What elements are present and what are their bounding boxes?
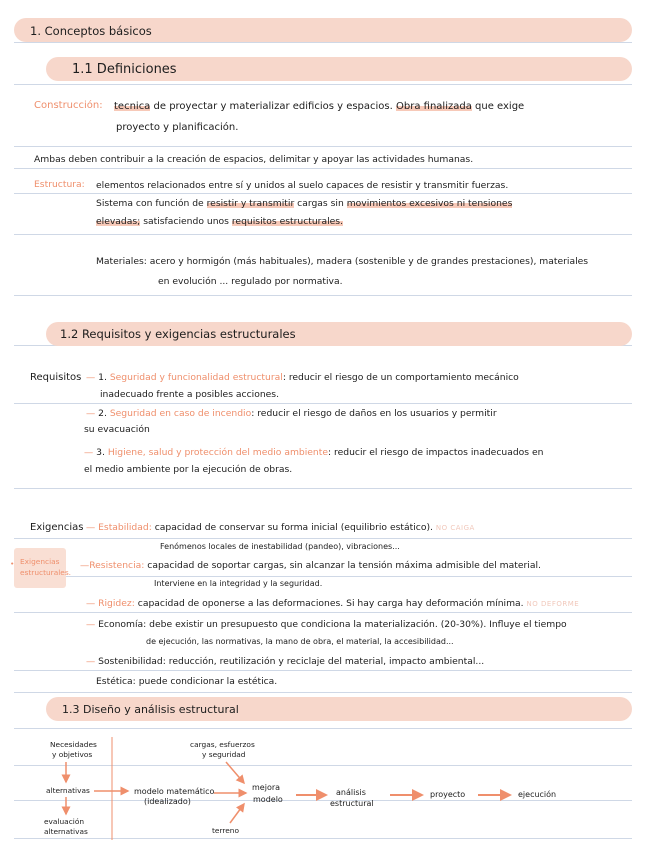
tag-dot: • <box>10 559 15 568</box>
requisito-2: — 2. Seguridad en caso de incendio: reducir el riesgo de daños en los usuarios y permitir <box>86 408 497 419</box>
exigencia-sostenibilidad: — Sostenibilidad: reducción, reutilización y reciclaje del material, impacto ambiental... <box>86 656 485 667</box>
exigencia-estetica: Estética: puede condicionar la estética. <box>96 676 278 687</box>
requisito-1-cont: inadecuado frente a posibles acciones. <box>100 389 280 400</box>
subsection-title-definiciones: 1.1 Definiciones <box>72 62 177 77</box>
node-evaluacion-2: alternativas <box>44 827 88 836</box>
exigencia-resistencia-cont: Interviene en la integridad y la seguridad. <box>154 579 323 588</box>
node-proyecto: proyecto <box>430 790 466 799</box>
exigencia-estabilidad: — Estabilidad: capacidad de conservar su forma inicial (equilibrio estático). NO CAIGA <box>86 522 475 533</box>
def-construccion-line1: tecnica de proyectar y materializar edificios y espacios. Obra finalizada que exige <box>114 101 525 112</box>
node-terreno: terreno <box>212 826 239 835</box>
node-modelo-2: (idealizado) <box>144 797 191 806</box>
tag-line1: Exigencias <box>20 557 60 566</box>
exigencia-estabilidad-cont: Fenómenos locales de inestabilidad (pandeo), vibraciones... <box>160 542 400 551</box>
node-analisis: análisis <box>336 788 366 797</box>
node-mejora: mejora <box>252 783 281 792</box>
node-evaluacion: evaluación <box>44 817 85 826</box>
term-construccion: Construcción: <box>34 100 103 111</box>
def-construccion-line2: proyecto y planificación. <box>116 122 239 133</box>
node-cargas: cargas, esfuerzos <box>190 740 255 749</box>
requisito-3-cont: el medio ambiente por la ejecución de obras. <box>84 464 293 475</box>
exigencia-rigidez: — Rigidez: capacidad de oponerse a las deformaciones. Si hay carga hay deformación mínima. NO DEFORME <box>86 598 580 609</box>
tag-line2: estructurales. <box>20 568 72 577</box>
node-analisis-2: estructural <box>330 799 374 808</box>
ambas-line: Ambas deben contribuir a la creación de espacios, delimitar y apoyar las actividades humanas. <box>34 154 474 165</box>
subsection-title-diseno: 1.3 Diseño y análisis estructural <box>62 703 239 716</box>
def-estructura-line2: Sistema con función de resistir y transmitir cargas sin movimientos excesivos ni tensiones <box>96 198 513 209</box>
node-modelo: modelo matemático <box>134 787 215 796</box>
node-mejora-2: modelo <box>253 795 283 804</box>
subsection-title-requisitos: 1.2 Requisitos y exigencias estructurales <box>60 327 296 341</box>
materiales-line2: en evolución ... regulado por normativa. <box>158 276 343 287</box>
node-necesidades-2: y objetivos <box>52 750 93 759</box>
def-estructura-line1: elementos relacionados entre sí y unidos al suelo capaces de resistir y transmitir fuerzas. <box>96 180 509 191</box>
node-cargas-2: y seguridad <box>202 750 246 759</box>
materiales-line1: Materiales: acero y hormigón (más habituales), madera (sostenible y de grandes prestaciones), materiales <box>96 256 589 267</box>
exigencia-resistencia: —Resistencia: capacidad de soportar cargas, sin alcanzar la tensión máxima admisible del material. <box>80 560 541 571</box>
node-ejecucion: ejecución <box>518 790 557 799</box>
node-alternativas: alternativas <box>46 786 90 795</box>
label-exigencias: Exigencias <box>30 522 84 533</box>
requisito-1: — 1. Seguridad y funcionalidad estructural: reducir el riesgo de un comportamiento mecánico <box>86 372 519 383</box>
label-requisitos: Requisitos <box>30 372 82 383</box>
term-estructura: Estructura: <box>34 179 85 190</box>
exigencia-economia-cont: de ejecución, las normativas, la mano de obra, el material, la accesibilidad... <box>146 637 454 646</box>
node-necesidades: Necesidades <box>50 740 97 749</box>
def-estructura-line3: elevadas; satisfaciendo unos requisitos estructurales. <box>96 216 344 227</box>
section-title: 1. Conceptos básicos <box>30 24 152 38</box>
requisito-2-cont: su evacuación <box>84 424 150 435</box>
requisito-3: — 3. Higiene, salud y protección del medio ambiente: reducir el riesgo de impactos inadecuados en <box>84 447 544 458</box>
exigencia-economia: — Economía: debe existir un presupuesto que condiciona la materialización. (20-30%). Influye el tiempo <box>86 619 567 630</box>
